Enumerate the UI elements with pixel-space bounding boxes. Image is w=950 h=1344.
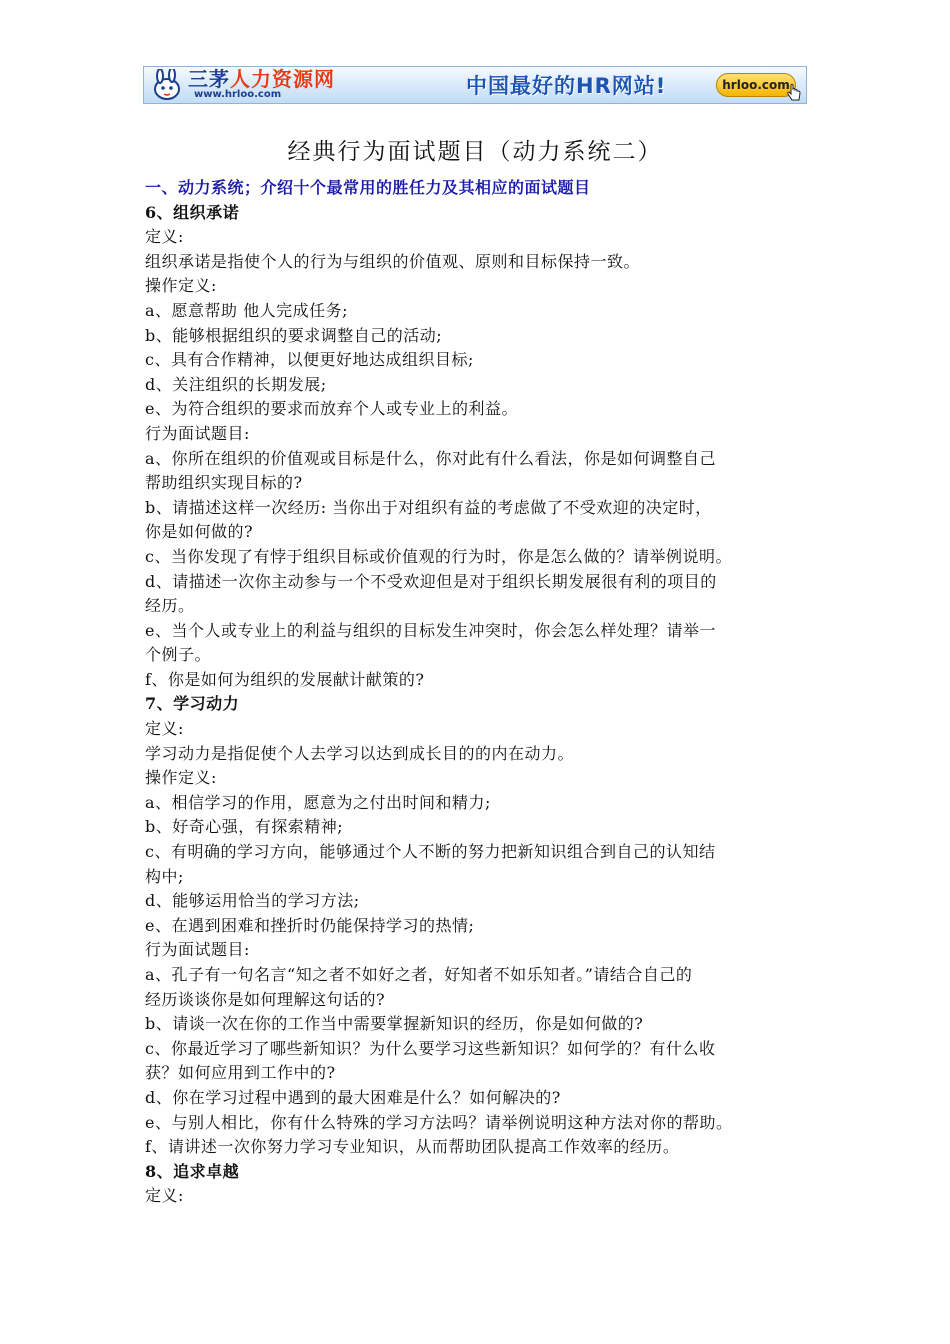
hand-cursor-icon [786, 83, 802, 103]
body-text-line: b、好奇心强，有探索精神; [145, 817, 344, 837]
brand-name-part2: 人力资源网 [230, 67, 335, 91]
body-text-line: b、能够根据组织的要求调整自己的活动; [145, 325, 443, 345]
section-heading: 7、学习动力 [145, 694, 240, 714]
rabbit-logo-icon [148, 69, 186, 101]
document-title: 经典行为面试题目（动力系统二） [287, 139, 663, 165]
body-text-line: d、能够运用恰当的学习方法; [145, 891, 360, 911]
body-text-line: 行为面试题目: [145, 940, 250, 960]
document-body [145, 176, 815, 1209]
body-text-line: 经历。 [145, 596, 195, 616]
brand-name [188, 68, 335, 90]
body-text-line: a、愿意帮助 他人完成任务; [145, 300, 349, 320]
body-text-line: e、在遇到困难和挫折时仍能保持学习的热情; [145, 915, 475, 935]
body-text-line: 获？如何应用到工作中的? [145, 1063, 336, 1083]
body-text-line: e、当个人或专业上的利益与组织的目标发生冲突时，你会怎么样处理？请举一 [145, 620, 716, 640]
body-text-line: c、有明确的学习方向，能够通过个人不断的努力把新知识组合到自己的认知结 [145, 842, 716, 862]
body-text-line: 操作定义: [145, 276, 217, 296]
body-text-line: 帮助组织实现目标的? [145, 473, 303, 493]
site-url: www.hrloo.com [194, 89, 282, 100]
body-text-line: a、你所在组织的价值观或目标是什么，你对此有什么看法，你是如何调整自己 [145, 448, 717, 468]
body-text-line: 你是如何做的? [145, 522, 254, 542]
body-text-line: d、你在学习过程中遇到的最大困难是什么？如何解决的? [145, 1087, 561, 1107]
body-text-line: c、当你发现了有悖于组织目标或价值观的行为时，你是怎么做的？请举例说明。 [145, 546, 732, 566]
banner-slogan: 中国最好的HR网站! [466, 74, 667, 98]
body-text-line: b、请描述这样一次经历: 当你出于对组织有益的考虑做了不受欢迎的决定时， [145, 497, 712, 517]
section-heading: 一、动力系统；介绍十个最常用的胜任力及其相应的面试题目 [145, 178, 591, 197]
body-text-line: 行为面试题目: [145, 423, 250, 443]
hrloo-link-button[interactable]: hrloo.com [716, 73, 796, 97]
section-heading: 8、追求卓越 [145, 1161, 240, 1181]
body-text-line: 操作定义: [145, 768, 217, 788]
body-text-line: f、请讲述一次你努力学习专业知识，从而帮助团队提高工作效率的经历。 [145, 1137, 680, 1157]
body-text-line: d、关注组织的长期发展; [145, 374, 327, 394]
body-text-line: 学习动力是指促使个人去学习以达到成长目的的内在动力。 [145, 743, 575, 763]
section-heading: 6、组织承诺 [145, 202, 240, 222]
body-text-line: a、相信学习的作用，愿意为之付出时间和精力; [145, 792, 491, 812]
body-text-line: b、请谈一次在你的工作当中需要掌握新知识的经历，你是如何做的? [145, 1014, 644, 1034]
body-text-line: e、与别人相比，你有什么特殊的学习方法吗？请举例说明这种方法对你的帮助。 [145, 1112, 733, 1132]
body-text-line: 定义: [145, 719, 184, 739]
brand-name-part1: 三茅 [188, 67, 230, 91]
body-text-line: 组织承诺是指使个人的行为与组织的价值观、原则和目标保持一致。 [145, 251, 641, 271]
body-text-line: d、请描述一次你主动参与一个不受欢迎但是对于组织长期发展很有利的项目的 [145, 571, 717, 591]
body-text-line: a、孔子有一句名言“知之者不如好之者，好知者不如乐知者。”请结合自己的 [145, 965, 693, 984]
body-text-line: 定义: [145, 1186, 184, 1206]
body-text-line: 定义: [145, 227, 184, 247]
body-text-line: c、具有合作精神，以便更好地达成组织目标; [145, 350, 474, 370]
body-text-line: 个例子。 [145, 645, 212, 665]
body-text-line: 经历谈谈你是如何理解这句话的? [145, 989, 386, 1009]
body-text-line: e、为符合组织的要求而放弃个人或专业上的利益。 [145, 399, 518, 419]
site-banner[interactable] [143, 66, 807, 104]
body-text-line: c、你最近学习了哪些新知识？为什么要学习这些新知识？如何学的？有什么收 [145, 1038, 716, 1058]
body-text-line: 构中; [145, 866, 184, 886]
body-text-line: f、你是如何为组织的发展献计献策的? [145, 669, 425, 689]
